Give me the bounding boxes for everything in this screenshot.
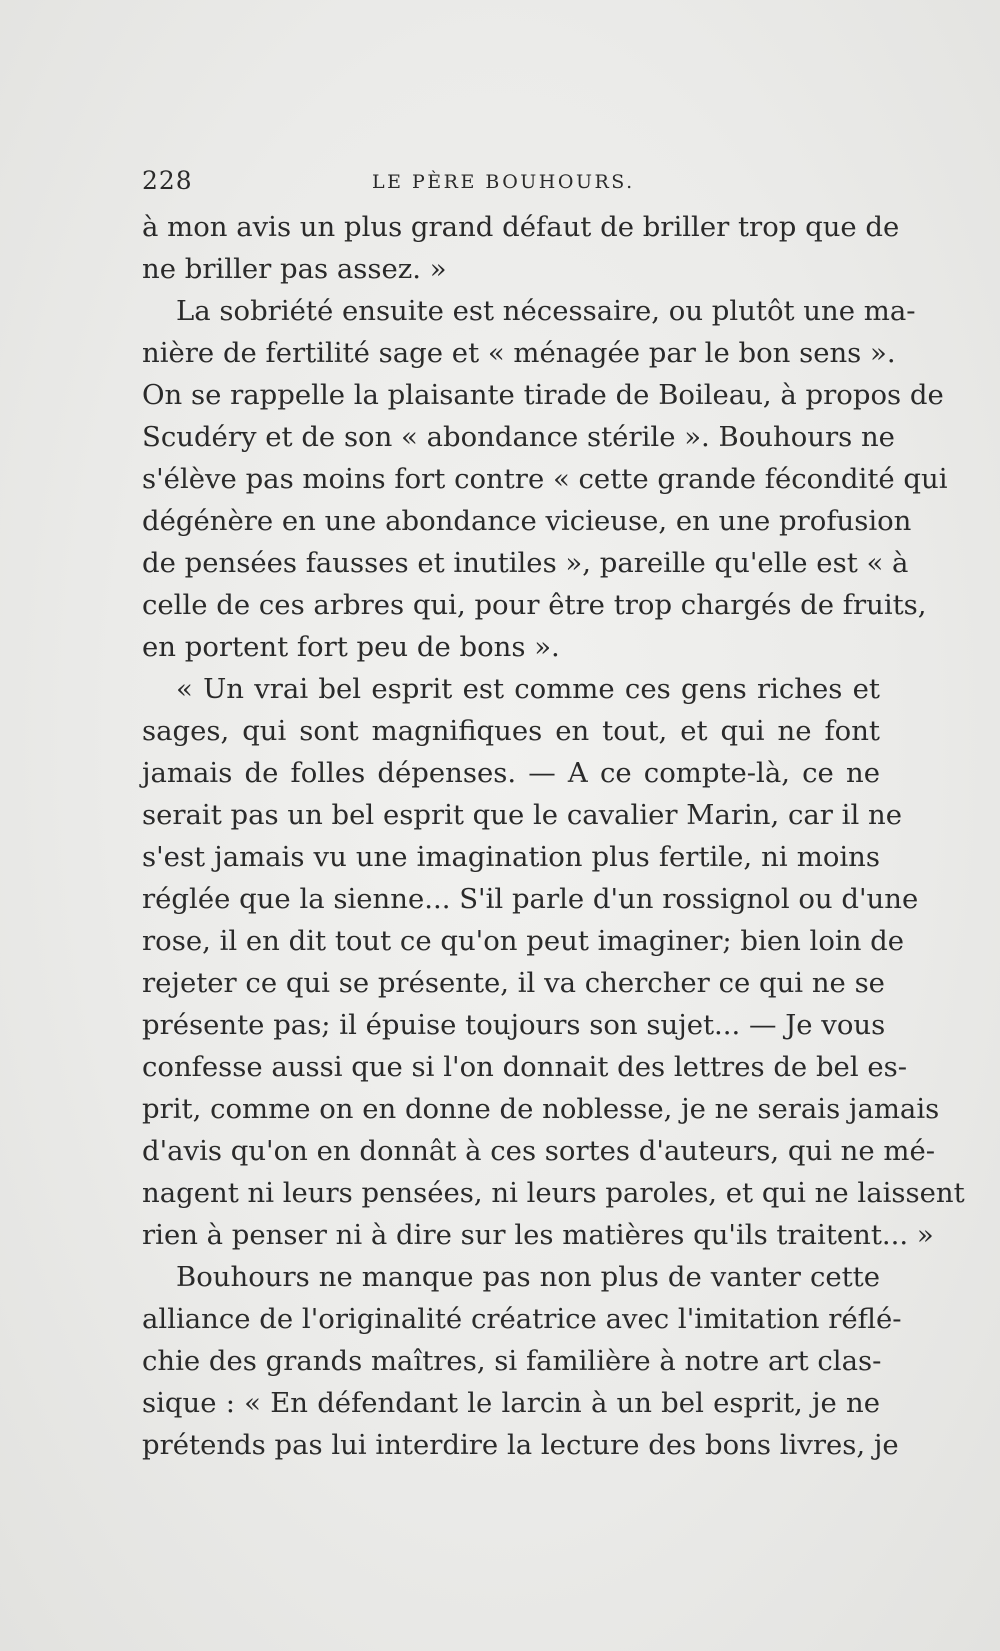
text-line: dégénère en une abondance vicieuse, en une profusion bbox=[142, 505, 912, 537]
text-line: s'élève pas moins fort contre « cette grande fécondité qui bbox=[142, 463, 948, 495]
text-line: rose, il en dit tout ce qu'on peut imaginer; bien loin de bbox=[142, 925, 905, 957]
running-title: LE PÈRE BOUHOURS. bbox=[372, 171, 635, 193]
text-line: rejeter ce qui se présente, il va chercher ce qui ne se bbox=[142, 967, 885, 999]
text-line: celle de ces arbres qui, pour être trop chargés de fruits, bbox=[142, 589, 927, 621]
text-line: prétends pas lui interdire la lecture des bons livres, je bbox=[142, 1429, 899, 1461]
paragraph-start-line: La sobriété ensuite est nécessaire, ou plutôt une ma- bbox=[176, 295, 916, 327]
paragraph-start-line: Bouhours ne manque pas non plus de vanter cette bbox=[176, 1261, 880, 1293]
text-line: réglée que la sienne... S'il parle d'un rossignol ou d'une bbox=[142, 883, 919, 915]
body-text bbox=[142, 206, 965, 1466]
text-line: serait pas un bel esprit que le cavalier Marin, car il ne bbox=[142, 799, 902, 831]
text-line: à mon avis un plus grand défaut de briller trop que de bbox=[142, 211, 900, 243]
text-line: prit, comme on en donne de noblesse, je ne serais jamais bbox=[142, 1093, 940, 1125]
running-head bbox=[142, 166, 882, 206]
paragraph-start-line: « Un vrai bel esprit est comme ces gens riches et bbox=[176, 673, 880, 705]
text-line: de pensées fausses et inutiles », pareille qu'elle est « à bbox=[142, 547, 909, 579]
text-line: s'est jamais vu une imagination plus fertile, ni moins bbox=[142, 841, 880, 873]
text-line: On se rappelle la plaisante tirade de Boileau, à propos de bbox=[142, 379, 944, 411]
text-line: ne briller pas assez. » bbox=[142, 253, 447, 285]
text-line: en portent fort peu de bons ». bbox=[142, 631, 560, 663]
text-line: sique : « En défendant le larcin à un bel esprit, je ne bbox=[142, 1387, 880, 1419]
text-line: nière de fertilité sage et « ménagée par le bon sens ». bbox=[142, 337, 896, 369]
text-line: rien à penser ni à dire sur les matières qu'ils traitent... » bbox=[142, 1219, 934, 1251]
text-line: Scudéry et de son « abondance stérile ». Bouhours ne bbox=[142, 421, 895, 453]
text-line: chie des grands maîtres, si familière à notre art clas- bbox=[142, 1345, 882, 1377]
text-line: confesse aussi que si l'on donnait des lettres de bel es- bbox=[142, 1051, 908, 1083]
text-line: nagent ni leurs pensées, ni leurs paroles, et qui ne laissent bbox=[142, 1177, 965, 1209]
text-line: alliance de l'originalité créatrice avec l'imitation réflé- bbox=[142, 1303, 902, 1335]
text-line: présente pas; il épuise toujours son sujet... — Je vous bbox=[142, 1009, 886, 1041]
text-line: d'avis qu'on en donnât à ces sortes d'auteurs, qui ne mé- bbox=[142, 1135, 936, 1167]
text-line: jamais de folles dépenses. — A ce compte-là, ce ne bbox=[142, 757, 880, 789]
text-line: sages, qui sont magnifiques en tout, et qui ne font bbox=[142, 715, 880, 747]
page-number: 228 bbox=[142, 166, 193, 195]
